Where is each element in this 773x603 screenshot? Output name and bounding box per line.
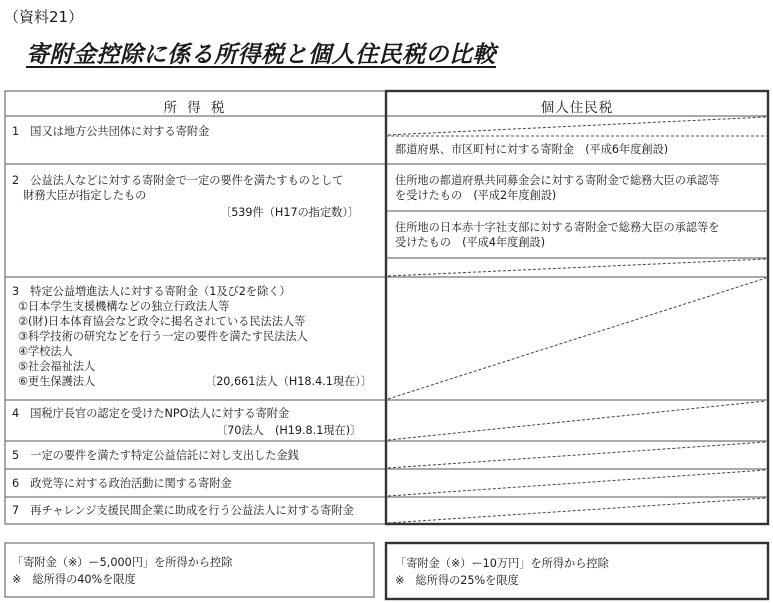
income-row-1: 1 国又は地方公共団体に対する寄附金 <box>12 125 210 138</box>
income-row-4-note: 〔70法人 (H19.8.1現在)〕 <box>216 424 362 437</box>
income-row-3-line1: 3 特定公益増進法人に対する寄附金（1及び2を除く） <box>12 285 291 298</box>
income-row-3-line4: ③科学技術の研究などを行う一定の要件を満たす民法法人 <box>18 330 308 343</box>
income-row-2-line2: 財務大臣が指定したもの <box>12 189 147 202</box>
income-row-3-line3: ②(財)日本体育協会など政令に掲名されている民法法人等 <box>18 315 306 328</box>
resident-row-3-line1: 住所地の日本赤十字社支部に対する寄附金で総務大臣の承認等を <box>395 221 720 234</box>
income-row-3-note: 〔20,661法人（H18.4.1現在）〕 <box>205 375 373 388</box>
resident-row-3-line2: 受けたもの (平成4年度創設) <box>395 236 546 249</box>
income-row-5: 5 一定の要件を満たす特定公益信託に対し支出した金銭 <box>12 449 299 462</box>
resident-row-2-line1: 住所地の都道府県共同募金会に対する寄附金で総務大臣の承認等 <box>395 174 720 187</box>
income-row-3-line7: ⑥更生保護法人 <box>18 375 96 388</box>
income-row-2-line1: 2 公益法人などに対する寄附金で一定の要件を満たすものとして <box>12 174 344 187</box>
resident-row-1: 都道府県、市区町村に対する寄附金 (平成6年度創設) <box>395 143 669 156</box>
income-row-4: 4 国税庁長官の認定を受けたNPO法人に対する寄附金 <box>12 407 290 420</box>
income-row-3-line5: ④学校法人 <box>18 345 73 358</box>
income-row-2-note: 〔539件（H17の指定数）〕 <box>220 206 360 219</box>
resident-summary-line1: 「寄附金（※）ー10万円」を所得から控除 <box>395 557 609 570</box>
header-income-tax: 所 得 税 <box>163 100 228 116</box>
header-resident-tax: 個人住民税 <box>540 100 614 116</box>
resident-row-2-line2: を受けたもの (平成2年度創設) <box>395 189 557 202</box>
document-label: （資料21） <box>4 8 84 26</box>
income-row-6: 6 政党等に対する政治活動に関する寄附金 <box>12 477 232 490</box>
income-row-3-line2: ①日本学生支援機構などの独立行政法人等 <box>18 300 230 313</box>
income-summary-line2: ※ 総所得の40%を限度 <box>12 573 136 586</box>
income-row-3-line6: ⑤社会福祉法人 <box>18 360 96 373</box>
page-title: 寄附金控除に係る所得税と個人住民税の比較 <box>26 42 496 68</box>
income-row-7: 7 再チャレンジ支援民間企業に助成を行う公益法人に対する寄附金 <box>12 504 354 517</box>
resident-summary-line2: ※ 総所得の25%を限度 <box>395 574 519 587</box>
income-summary-line1: 「寄附金（※）ー5,000円」を所得から控除 <box>12 556 233 569</box>
